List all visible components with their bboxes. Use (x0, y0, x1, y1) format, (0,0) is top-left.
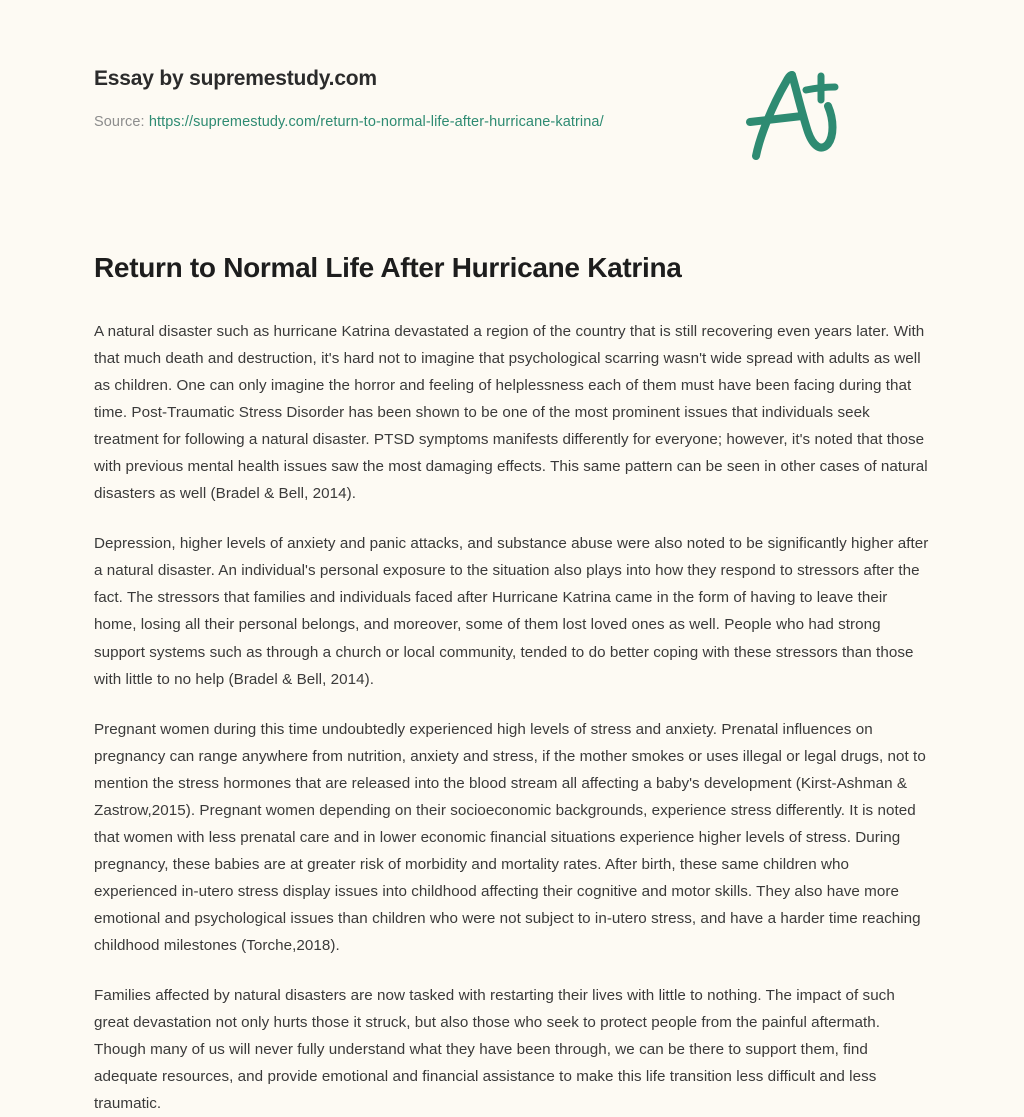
page-title: Return to Normal Life After Hurricane Katrina (94, 252, 682, 283)
a-plus-logo-icon (728, 58, 848, 168)
source-prefix-label: Source: (94, 114, 145, 131)
source-url-link[interactable]: https://supremestudy.com/return-to-normal-life-after-hurricane-katrina/ (148, 114, 604, 131)
article-body (94, 318, 930, 1117)
brand-label: Essay by supremestudy.com (94, 67, 377, 90)
article (94, 128, 930, 1117)
article-paragraph: Families affected by natural disasters are now tasked with restarting their lives with little to nothing. The impact of such great devastation not only hurts those it struck, but also those who seek to protect people from the painful aftermath. Though many of us will never fully understand what they have been through, we can be there to support them, find adequate resources, and provide emotional and financial assistance to make this life transition less difficult and less traumatic. (94, 987, 895, 1113)
a-plus-logo (728, 58, 848, 168)
article-paragraph: A natural disaster such as hurricane Katrina devastated a region of the country that is still recovering even years later. With that much death and destruction, it's hard not to imagine that psychological scarring wasn't wide spread with adults as well as children. One can only imagine the horror and feeling of helplessness each of them must have been facing during that time. Post-Traumatic Stress Disorder has been shown to be one of the most prominent issues that individuals seek treatment for following a natural disaster. PTSD symptoms manifests differently for everyone; however, it's noted that those with previous mental health issues saw the most damaging effects. This same pattern can be seen in other cases of natural disasters as well (Bradel & Bell, 2014). (94, 323, 928, 503)
page-header (94, 0, 930, 131)
article-paragraph: Pregnant women during this time undoubtedly experienced high levels of stress and anxiety. Prenatal influences on pregnancy can range anywhere from nutrition, anxiety and stress, if the mother smokes or uses illegal or legal drugs, not to mention the stress hormones that are released into the blood stream all affecting a baby's development (Kirst-Ashman & Zastrow,2015). Pregnant women depending on their socioeconomic backgrounds, experience stress differently. It is noted that women with less prenatal care and in lower economic financial situations experience higher levels of stress. During pregnancy, these babies are at greater risk of morbidity and mortality rates. After birth, these same children who experienced in-utero stress display issues into childhood affecting their cognitive and motor skills. They also have more emotional and psychological issues than children who were not subject to in-utero stress, and have a harder time reaching childhood milestones (Torche,2018). (94, 720, 926, 954)
article-paragraph: Depression, higher levels of anxiety and panic attacks, and substance abuse were also noted to be significantly higher after a natural disaster. An individual's personal exposure to the situation also plays into how they respond to stressors after the fact. The stressors that families and individuals faced after Hurricane Katrina came in the form of having to leave their home, losing all their personal belongs, and moreover, some of them lost loved ones as well. People who had strong support systems such as through a church or local community, tended to do better coping with these stressors than those with little to no help (Bradel & Bell, 2014). (94, 535, 929, 688)
